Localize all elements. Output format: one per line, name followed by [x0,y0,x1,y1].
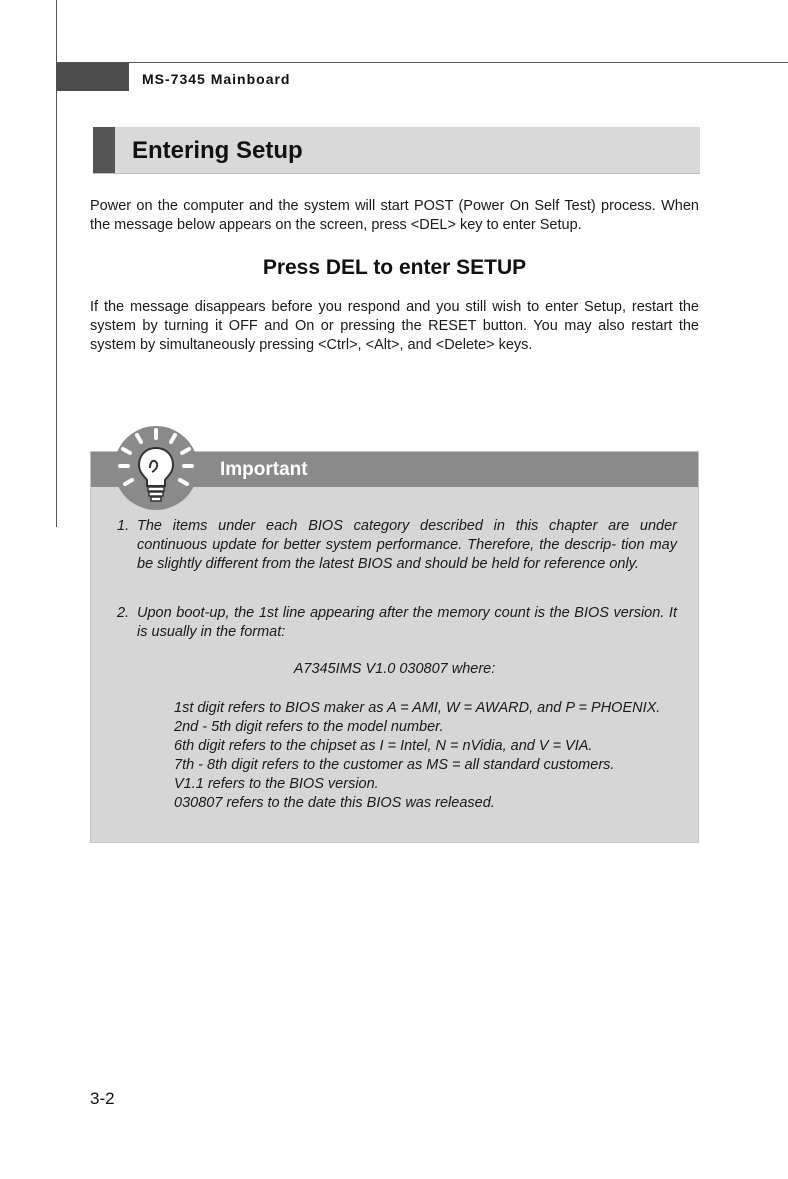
item-number: 1. [117,518,130,534]
page-number: 3-2 [90,1089,115,1108]
section-heading-accent [93,127,115,173]
digit-note: 7th - 8th digit refers to the customer as MS = all standard customers. [174,757,615,773]
digit-note: V1.1 refers to the BIOS version. [174,776,379,792]
press-del-message: Press DEL to enter SETUP [262,256,527,279]
header-rule [56,62,788,63]
digit-note: 2nd - 5th digit refers to the model number. [174,719,444,735]
important-item-1 [117,517,677,574]
digit-note: 6th digit refers to the chipset as I = Intel, N = nVidia, and V = VIA. [174,738,593,754]
item-number: 2. [117,605,130,621]
important-label: Important [220,459,308,480]
important-item-2 [117,604,677,642]
digit-notes [174,699,674,813]
intro-paragraph: Power on the computer and the system will start POST (Power On Self Test) process. When the message below appears on the screen, press <DEL> key to enter Setup. [90,198,699,233]
item-text: Upon boot-up, the 1st line appearing after the memory count is the BIOS version. It is usually in the format: [137,605,677,640]
running-header-title: MS-7345 Mainboard [142,71,291,87]
lightbulb-icon [112,424,200,512]
digit-note: 1st digit refers to BIOS maker as A = AMI, W = AWARD, and P = PHOENIX. [174,700,661,716]
item-text: The items under each BIOS category described in this chapter are under continuous update for better system performance. Therefore, the descrip- tion may be slightly different from the latest BIOS and should be held for reference only. [137,518,677,572]
restart-paragraph: If the message disappears before you respond and you still wish to enter Setup, restart the system by turning it OFF and On or pressing the RESET button. You may also restart the system by simultaneously pressing <Ctrl>, <Alt>, and <Delete> keys. [90,299,699,353]
section-title: Entering Setup [132,137,303,164]
header-tab [56,63,129,91]
section-heading-bar [93,127,700,174]
digit-note: 030807 refers to the date this BIOS was released. [174,795,495,811]
bios-version-format: A7345IMS V1.0 030807 where: [293,661,496,677]
